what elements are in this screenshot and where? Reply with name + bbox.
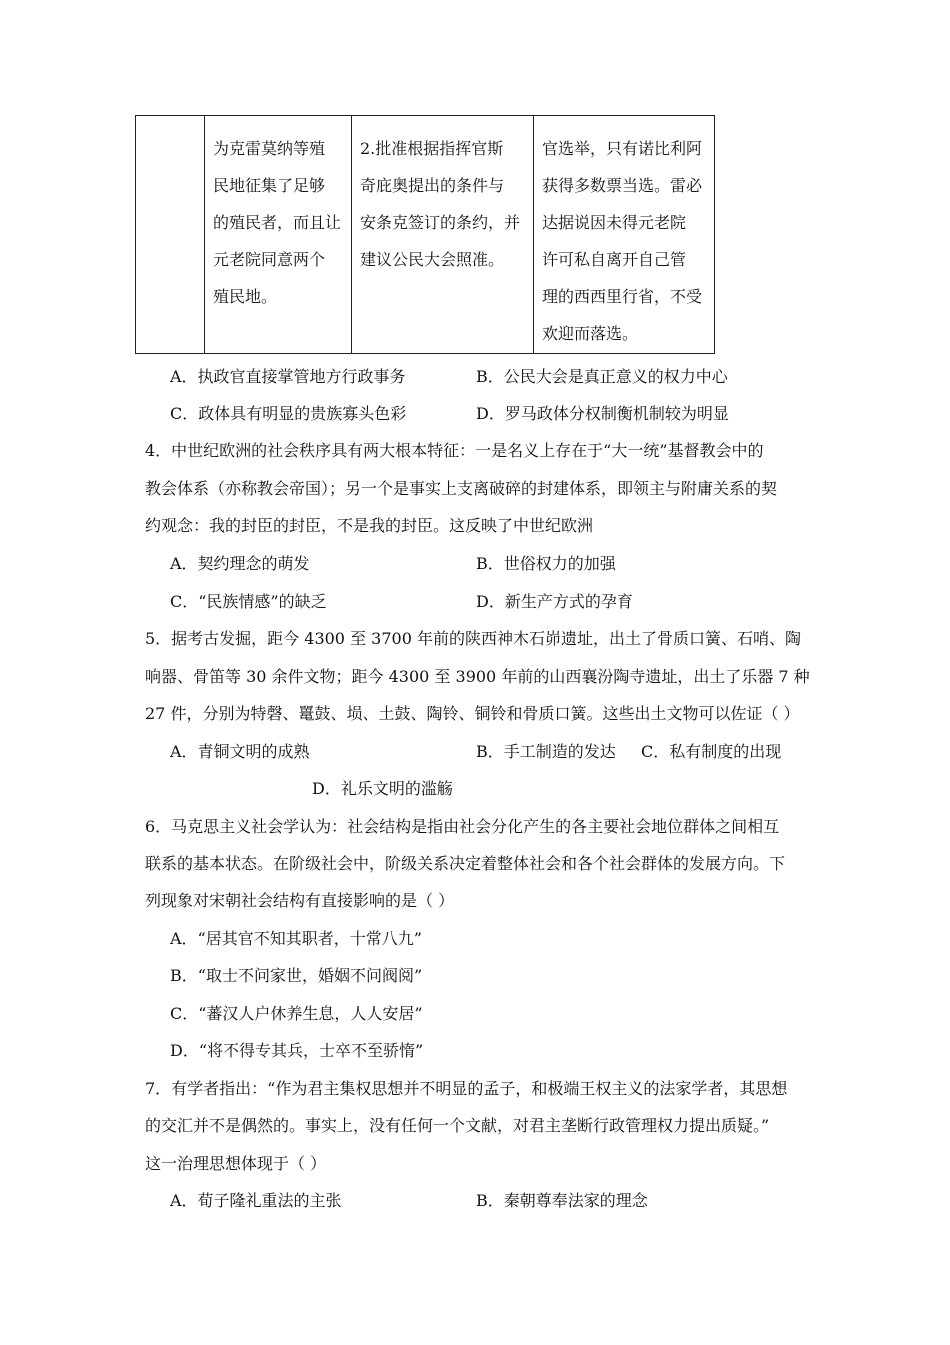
q5-option-c: C．私有制度的出现 [641,742,782,761]
q6-option-a: A．“居其官不知其职者，十常八九” [170,929,422,948]
q6-stem-line: 联系的基本状态。在阶级社会中，阶级关系决定着整体社会和各个社会群体的发展方向。下 [145,854,786,873]
continued-table [135,115,715,354]
table-row [136,116,715,354]
q4-option-c: C．“民族情感”的缺乏 [170,592,327,611]
q7-option-b: B．秦朝尊奉法家的理念 [476,1191,648,1210]
q4-option-b: B．世俗权力的加强 [476,554,616,573]
q4-option-a: A．契约理念的萌发 [170,554,310,573]
cell-line: 欢迎而落选。 [542,324,639,343]
cell-line: 为克雷莫纳等殖 [213,139,326,158]
table-cell-col3 [534,116,715,354]
q4-stem-line: 4．中世纪欧洲的社会秩序具有两大根本特征：一是名义上存在于“大一统”基督教会中的 [145,441,764,460]
q4-stem-line: 教会体系（亦称教会帝国）；另一个是事实上支离破碎的封建体系，即领主与附庸关系的契 [145,479,778,498]
q6-option-b: B．“取士不问家世，婚姻不问阀阅” [170,966,423,985]
q7-stem-line: 这一治理思想体现于（ ） [145,1154,327,1173]
q7-stem-line: 的交汇并不是偶然的。事实上，没有任何一个文献，对君主垄断行政管理权力提出质疑。” [145,1116,770,1135]
q5-option-b: B．手工制造的发达 [476,742,616,761]
q3-option-b: B．公民大会是真正意义的权力中心 [476,367,728,386]
q5-stem-line: 响器、骨笛等 30 余件文物；距今 4300 至 3900 年前的山西襄汾陶寺遗址，出土了乐器 7 种 [145,667,810,686]
cell-line: 安条克签订的条约，并 [360,213,521,232]
q3-option-a: A．执政官直接掌管地方行政事务 [170,367,406,386]
cell-line: 奇庇奥提出的条件与 [360,176,505,195]
q5-stem-line: 5．据考古发掘，距今 4300 至 3700 年前的陕西神木石峁遗址，出土了骨质口簧、石哨、陶 [145,629,801,648]
q6-stem-line: 列现象对宋朝社会结构有直接影响的是（ ） [145,891,455,910]
cell-line: 官选举，只有诺比利阿 [542,139,703,158]
q7-option-a: A．荀子隆礼重法的主张 [170,1191,342,1210]
cell-line: 殖民地。 [213,287,278,306]
q7-stem-line: 7．有学者指出：“作为君主集权思想并不明显的孟子，和极端王权主义的法家学者，其思想 [145,1079,788,1098]
q4-stem-line: 约观念：我的封臣的封臣，不是我的封臣。这反映了中世纪欧洲 [145,516,594,535]
cell-line: 获得多数票当选。雷必 [542,176,703,195]
cell-line: 许可私自离开自己管 [542,250,687,269]
q5-option-a: A．青铜文明的成熟 [170,742,310,761]
q3-option-d: D．罗马政体分权制衡机制较为明显 [476,404,729,423]
q4-option-d: D．新生产方式的孕育 [476,592,633,611]
cell-line: 理的西西里行省，不受 [542,287,703,306]
q5-option-d: D．礼乐文明的滥觞 [312,779,453,798]
table-cell-col2 [352,116,534,354]
table-cell-empty [136,116,205,354]
cell-line: 2.批准根据指挥官斯 [360,139,504,158]
cell-line: 建议公民大会照准。 [360,250,505,269]
cell-line: 民地征集了足够 [213,176,326,195]
cell-line: 元老院同意两个 [213,250,326,269]
q6-stem-line: 6．马克思主义社会学认为：社会结构是指由社会分化产生的各主要社会地位群体之间相互 [145,817,780,836]
q6-option-c: C．“蕃汉人户休养生息，人人安居” [170,1004,423,1023]
q3-option-c: C．政体具有明显的贵族寡头色彩 [170,404,407,423]
cell-line: 的殖民者，而且让 [213,213,342,232]
table-cell-col1 [205,116,352,354]
cell-line: 达据说因未得元老院 [542,213,687,232]
q5-stem-line: 27 件，分别为特磬、鼍鼓、埙、土鼓、陶铃、铜铃和骨质口簧。这些出土文物可以佐证（ ） [145,704,800,723]
q6-option-d: D．“将不得专其兵，士卒不至骄惰” [170,1041,424,1060]
